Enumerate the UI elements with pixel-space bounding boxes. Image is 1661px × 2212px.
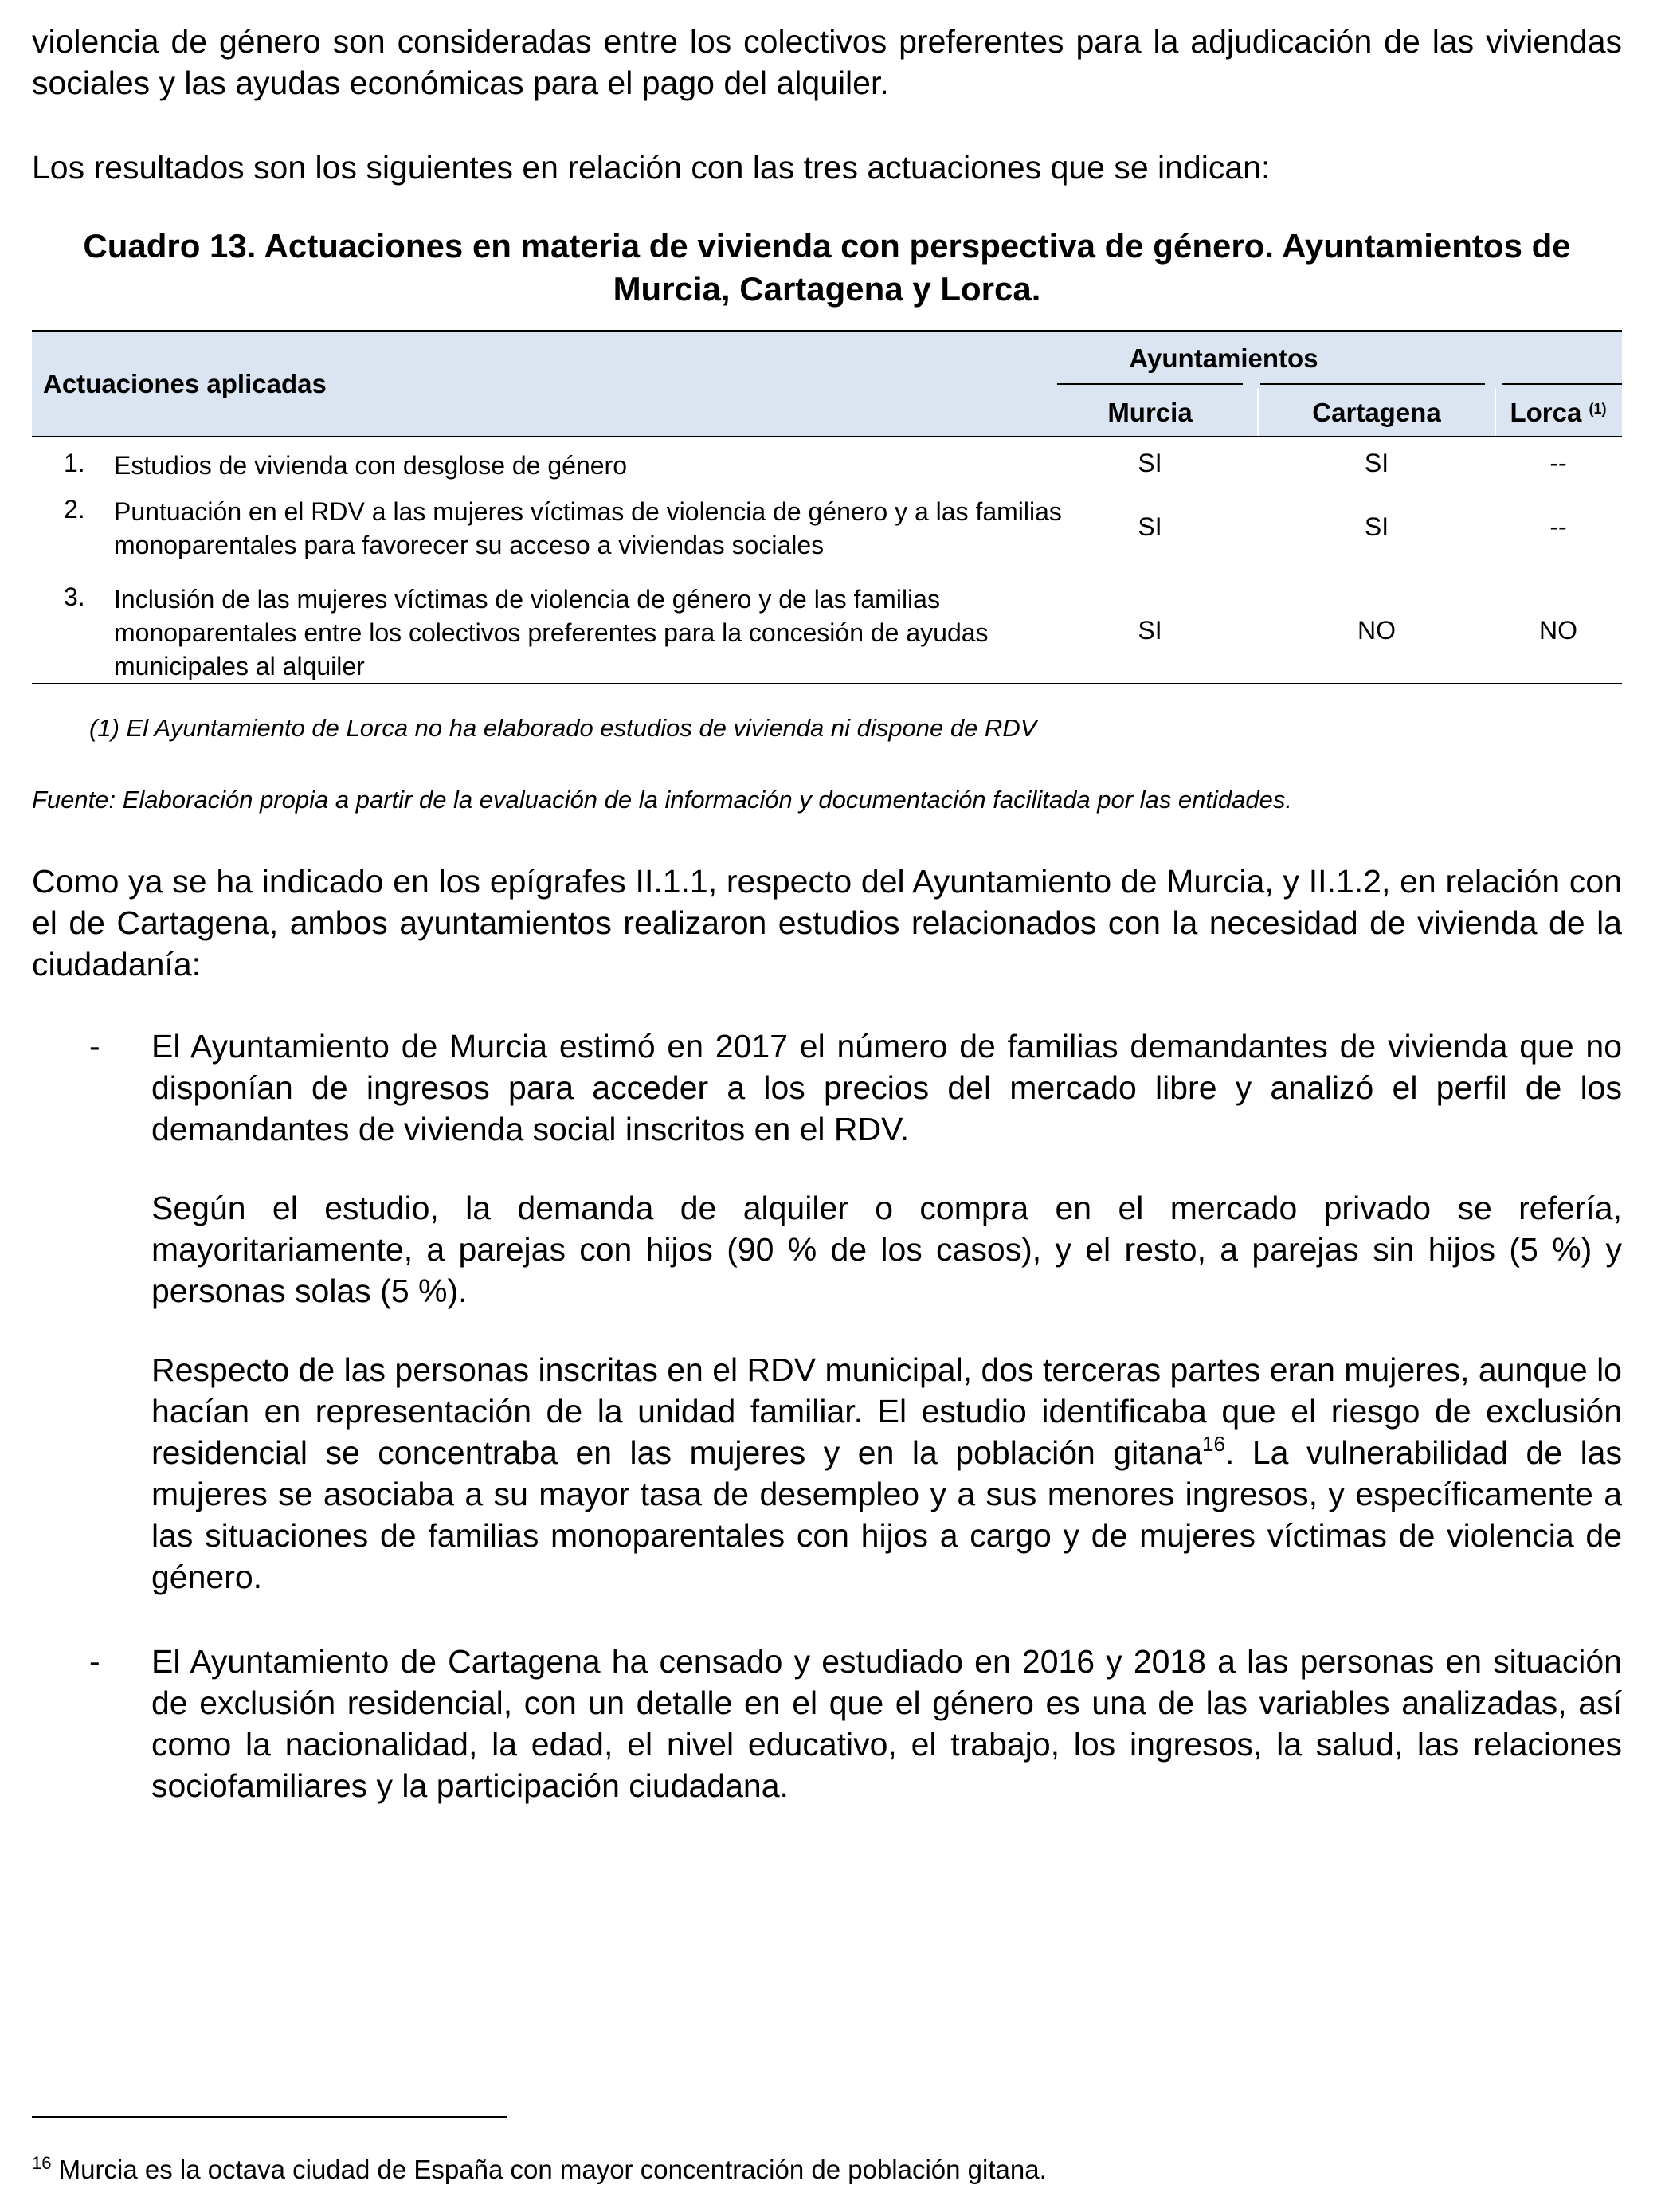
header-murcia: Murcia [1107,398,1193,427]
footnote-text: Murcia es la octava ciudad de España con mayor concentración de población gitana. [51,2155,1047,2184]
bullet-paragraph-text: Respecto de las personas inscritas en el RDV municipal, dos terceras partes eran mujeres, aunque lo hacían en representación de la unidad familiar. El estudio identificaba que el riesgo de exclusión residencial se concentraba en las mujeres y en la población gitana [151,1351,1622,1471]
cell-murcia: SI [1138,512,1162,541]
table-row [32,437,1622,493]
intro-results-paragraph: Los resultados son los siguientes en relación con las tres actuaciones que se indican: [32,149,1271,186]
header-ayuntamientos: Ayuntamientos [1129,343,1318,373]
table-row [32,581,1622,684]
actuaciones-table [32,330,1622,742]
cell-lorca: NO [1539,616,1577,645]
body-paragraph: Como ya se ha indicado en los epígrafes II.1.1, respecto del Ayuntamiento de Murcia, y II.1.2, en relación con el de Cartagena, ambos ayuntamientos realizaron estudios relacionados con la necesidad de vivienda de la ciudadanía: [32,863,1622,982]
footnote-number: 16 [32,2153,52,2173]
footnote [32,2153,1047,2185]
row-number: 3. [64,582,85,611]
row-text: Estudios de vivienda con desglose de género [114,451,627,480]
cell-cartagena: SI [1364,449,1389,477]
bullet-text: El Ayuntamiento de Murcia estimó en 2017 el número de familias demandantes de vivienda que no disponían de ingresos para acceder a los precios del mercado libre y analizó el perfil de los demandantes de vivienda social inscritos en el RDV. [151,1028,1622,1147]
footnote-separator [32,2116,507,2118]
table-source: Fuente: Elaboración propia a partir de la evaluación de la información y documentación facilitada por las entidades. [32,786,1292,814]
header-rule [1057,383,1243,385]
intro-paragraph: violencia de género son consideradas entre los colectivos preferentes para la adjudicación de las viviendas sociales y las ayudas económicas para el pago del alquiler. [32,23,1622,101]
row-number: 2. [64,495,85,524]
cell-lorca: -- [1549,449,1567,477]
row-text: Puntuación en el RDV a las mujeres víctimas de violencia de género y a las familias monoparentales para favorecer su acceso a viviendas sociales [114,497,1062,559]
cell-murcia: SI [1138,616,1162,645]
cell-lorca: -- [1549,512,1567,541]
table-header [32,330,1622,437]
row-number: 1. [64,449,85,477]
cell-cartagena: NO [1357,616,1396,645]
cell-murcia: SI [1138,449,1162,477]
bullet-dash: - [89,1643,100,1680]
header-lorca-label: Lorca [1510,398,1582,427]
header-lorca [1495,398,1622,428]
bullet-paragraph: Según el estudio, la demanda de alquiler o compra en el mercado privado se refería, mayoritariamente, a parejas con hijos (90 % de los casos), y el resto, a parejas sin hijos (5 %) y personas solas (5 %). [151,1190,1622,1309]
cell-cartagena: SI [1364,512,1389,541]
table-caption: Cuadro 13. Actuaciones en materia de vivienda con perspectiva de género. Ayuntamientos de Murcia, Cartagena y Lorca. [83,227,1571,308]
table-row [32,493,1622,581]
bullet-dash: - [89,1028,100,1065]
header-rule [1260,383,1485,385]
bullet-paragraph-text: . La vulnerabilidad de las mujeres se asociaba a su mayor tasa de desempleo y a sus menores ingresos, y específicamente a las situaciones de familias monoparentales con hijos a cargo y de mujeres víctimas de violencia de género. [151,1434,1622,1595]
row-text: Inclusión de las mujeres víctimas de violencia de género y de las familias monoparentales entre los colectivos preferentes para la concesión de ayudas municipales al alquiler [114,585,989,680]
header-rule [1502,383,1622,385]
footnote-reference[interactable]: 16 [1202,1432,1225,1456]
header-actuaciones: Actuaciones aplicadas [43,369,327,398]
header-lorca-note: (1) [1589,401,1607,417]
bullet-text: El Ayuntamiento de Cartagena ha censado y estudiado en 2016 y 2018 a las personas en situación de exclusión residencial, con un detalle en el que el género es una de las variables analizadas, así como la nacionalidad, la edad, el nivel educativo, el trabajo, los ingresos, la salud, las relaciones sociofamiliares y la participación ciudadana. [151,1643,1622,1804]
bullet-paragraph [151,1349,1622,1598]
table-note: (1) El Ayuntamiento de Lorca no ha elaborado estudios de vivienda ni dispone de RDV [89,714,1037,742]
header-cartagena: Cartagena [1312,398,1441,427]
